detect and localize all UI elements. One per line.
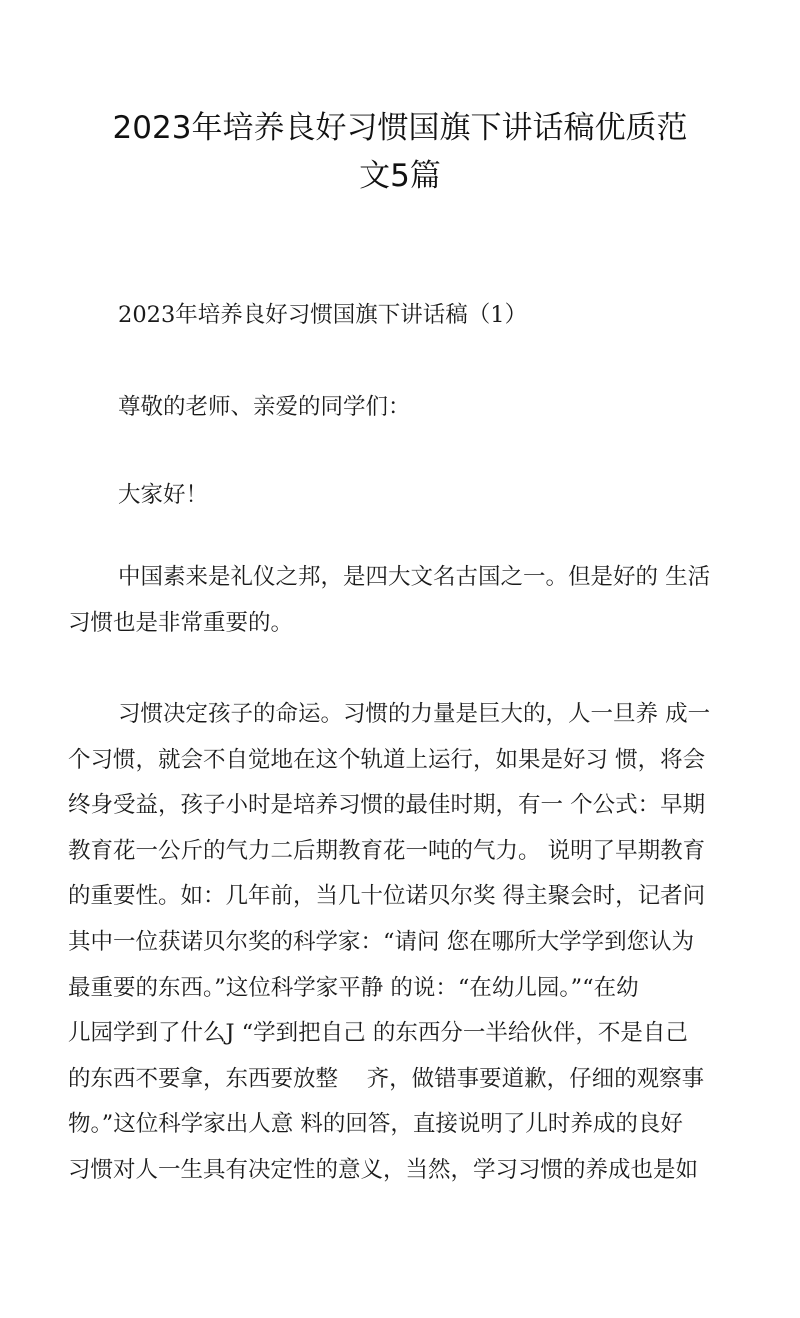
paragraph-2-line: 物。”这位科学家出人意 料的回答，直接说明了儿时养成的良好 [68,1111,683,1138]
paragraph-2-line: 终身受益，孩子小时是培养习惯的最佳时期，有一 个公式：早期 [68,792,706,819]
paragraph-2 [68,692,736,1194]
paragraph-2-line: 个习惯，就会不自觉地在这个轨道上运行，如果是好习 惯，将会 [68,746,706,773]
document-title-line-2: 文5篇 [359,158,441,194]
document-title-line-1: 2023年培养良好习惯国旗下讲话稿优质范 [112,110,688,146]
paragraph-2-line: 习惯对人一生具有决定性的意义，当然，学习习惯的养成也是如 [68,1156,699,1183]
section-heading: 2023年培养良好习惯国旗下讲话稿（1） [118,302,528,328]
paragraph-2-line: 的东西不要拿，东西要放整 齐，做错事要道歉，仔细的观察事 [68,1065,705,1092]
salutation: 尊敬的老师、亲爱的同学们： [118,394,411,420]
paragraph-1-line: 中国素来是礼仪之邦，是四大文名古国之一。但是好的 生活 [118,564,711,590]
paragraph-2-line: 儿园学到了什么J “学到把自己 的东西分一半给伙伴，不是自己 [68,1020,688,1047]
paragraph-2-line: 其中一位获诺贝尔奖的科学家：“请问 您在哪所大学学到您认为 [68,928,695,955]
paragraph-2-line: 的重要性。如：几年前，当几十位诺贝尔奖 得主聚会时，记者问 [68,883,706,910]
paragraph-2-line: 教育花一公斤的气力二后期教育花一吨的气力。 说明了早期教育 [68,837,706,864]
greeting: 大家好！ [118,482,209,508]
paragraph-1-line: 习惯也是非常重要的。 [68,609,294,636]
paragraph-2-line: 最重要的东西。”这位科学家平静 的说：“在幼儿园。”“在幼 [68,974,639,1001]
paragraph-1 [68,555,736,646]
paragraph-2-line: 习惯决定孩子的命运。习惯的力量是巨大的，人一旦养 成一 [118,701,711,727]
